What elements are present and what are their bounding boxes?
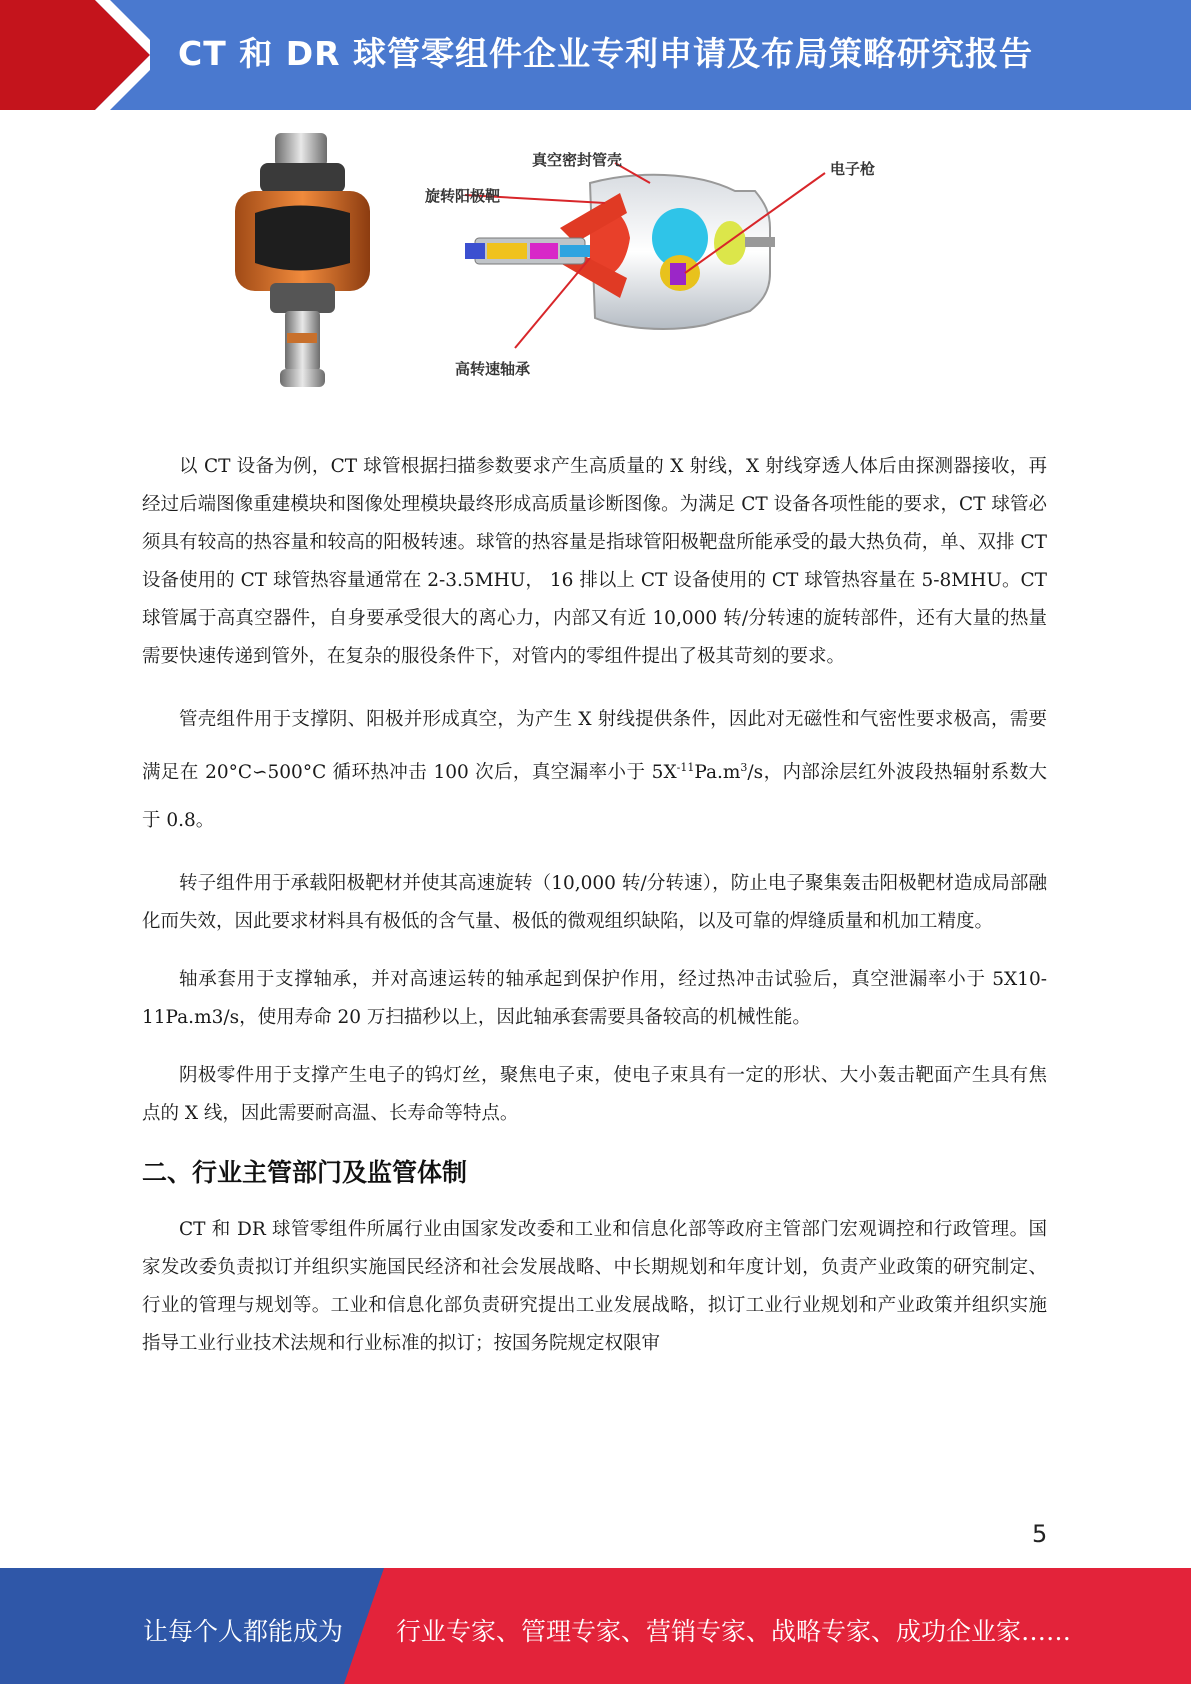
page-number: 5 bbox=[1032, 1520, 1048, 1548]
paragraph-ct-tube: 以 CT 设备为例，CT 球管根据扫描参数要求产生高质量的 X 射线，X 射线穿透人体后由探测器接收，再经过后端图像重建模块和图像处理模块最终形成高质量诊断图像。为满足 CT 设备各项性能的要求，CT 球管必须具有较高的热容量和较高的阳极转速。球管的热容量是指球管阳极靶盘所能承受的最大热负荷，单、双排 CT 设备使用的 CT 球管热容量通常在 2-3.5MHU， 16 排以上 CT 设备使用的 CT 球管热容量在 5-8MHU。CT 球管属于高真空器件，自身要承受很大的离心力，内部又有近 10,000 转/分转速的旋转部件，还有大量的热量需要快速传递到管外，在复杂的服役条件下，对管内的零组件提出了极其苛刻的要求。 bbox=[142, 456, 1047, 667]
paragraph-cathode-parts: 阴极零件用于支撑产生电子的钨灯丝，聚焦电子束，使电子束具有一定的形状、大小轰击靶面产生具有焦点的 X 线，因此需要耐高温、长寿命等特点。 bbox=[142, 1065, 1047, 1125]
paragraph-rotor-component: 转子组件用于承载阳极靶材并使其高速旋转（10,000 转/分转速），防止电子聚集轰击阳极靶材造成局部融化而失效，因此要求材料具有极低的含气量、极低的微观组织缺陷，以及可靠的焊缝质量和机加工精度。 bbox=[142, 873, 1047, 933]
paragraph-bearing-sleeve: 轴承套用于支撑轴承，并对高速运转的轴承起到保护作用，经过热冲击试验后，真空泄漏率小于 5X10-11Pa.m3/s，使用寿命 20 万扫描秒以上，因此轴承套需要具备较高的机械性能。 bbox=[142, 969, 1047, 1029]
label-high-speed-bearing: 高转速轴承 bbox=[455, 360, 531, 378]
header-red-chevron bbox=[0, 0, 150, 110]
ct-tube-figure bbox=[225, 133, 895, 393]
rotor-photo bbox=[235, 133, 370, 387]
page-header bbox=[0, 0, 1191, 110]
ct-tube-illustration bbox=[225, 133, 895, 393]
label-rotating-anode: 旋转阳极靶 bbox=[425, 187, 501, 205]
footer-slogan-left: 让每个人都能成为 bbox=[143, 1617, 344, 1646]
report-title: CT 和 DR 球管零组件企业专利申请及布局策略研究报告 bbox=[178, 34, 1033, 73]
label-electron-gun: 电子枪 bbox=[830, 160, 876, 178]
footer-slogan-right: 行业专家、管理专家、营销专家、战略专家、成功企业家…… bbox=[396, 1617, 1072, 1646]
label-vacuum-shell: 真空密封管壳 bbox=[532, 151, 623, 169]
paragraph-regulation: CT 和 DR 球管零组件所属行业由国家发改委和工业和信息化部等政府主管部门宏观调控和行政管理。国家发改委负责拟订并组织实施国民经济和社会发展战略、中长期规划和年度计划，负责产业政策的研究制定、行业的管理与规划等。工业和信息化部负责研究提出工业发展战略，拟订工业行业规划和产业政策并组织实施指导工业行业技术法规和行业标准的拟订；按国务院规定权限审 bbox=[142, 1219, 1047, 1355]
paragraph-shell-component: 管壳组件用于支撑阴、阳极并形成真空，为产生 X 射线提供条件，因此对无磁性和气密性要求极高，需要满足在 20°C∽500°C 循环热冲击 100 次后，真空漏率小于 $5X^{-11}Pa.m^3/s$，内部涂层红外波段热辐射系数大于 0.8。 bbox=[142, 709, 1047, 832]
section-heading: 二、行业主管部门及监管体制 bbox=[142, 1158, 468, 1188]
main-content bbox=[142, 448, 1047, 1383]
